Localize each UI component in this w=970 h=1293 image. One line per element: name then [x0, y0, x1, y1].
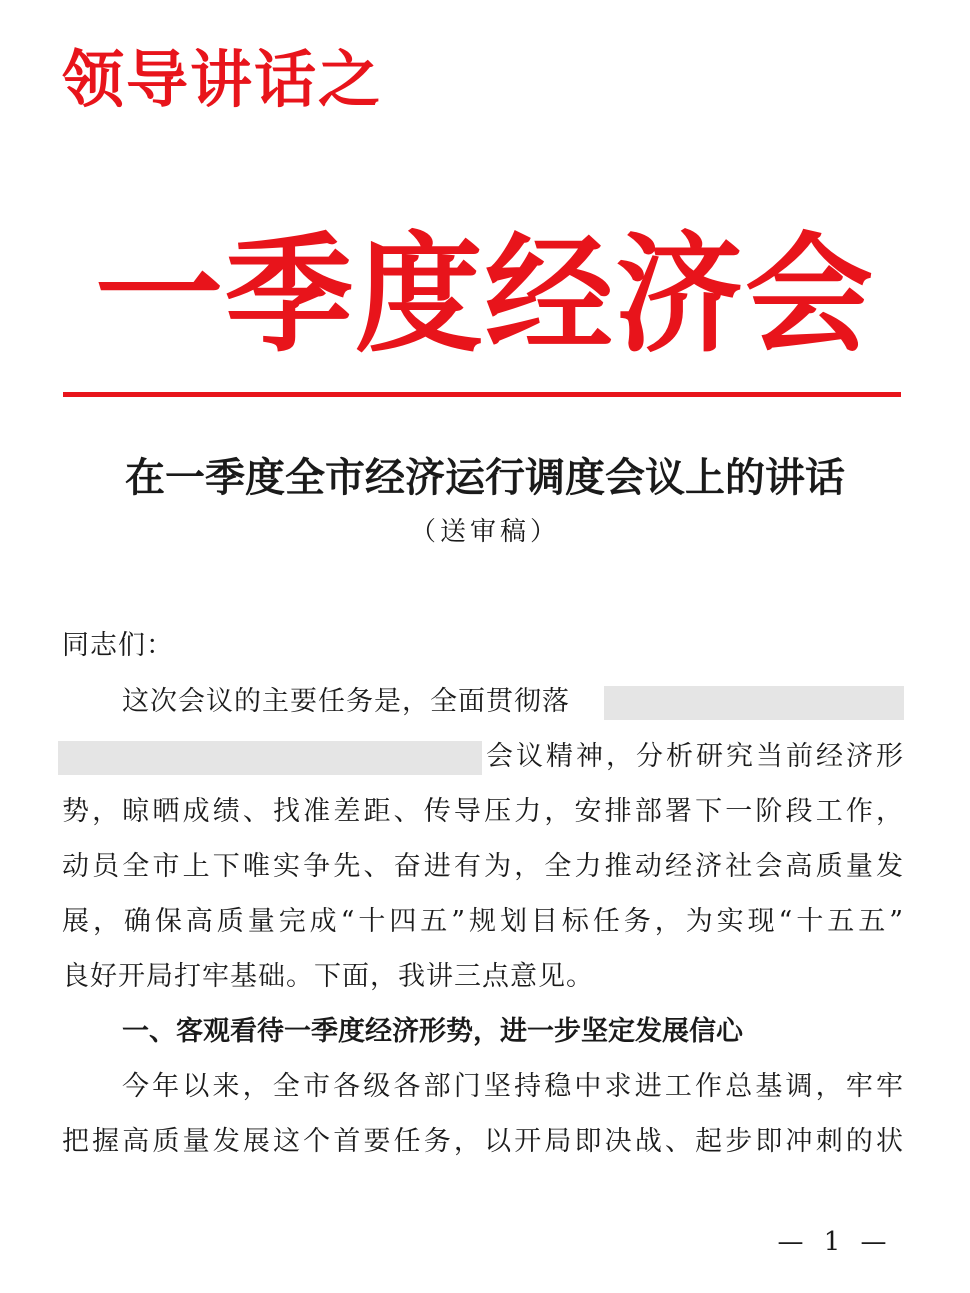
- section1-heading: 一、客观看待一季度经济形势，进一步坚定发展信心: [122, 1016, 743, 1047]
- paragraph2-line2: 把握高质量发展这个首要任务，以开局即决战、起步即冲刺的状: [62, 1126, 904, 1157]
- paragraph2-line1: 今年以来，全市各级各部门坚持稳中求进工作总基调，牢牢: [122, 1071, 904, 1102]
- paragraph1-line4: 动员全市上下唯实争先、奋进有为，全力推动经济社会高质量发: [62, 851, 904, 882]
- paragraph1-line6: 良好开局打牢基础。下面，我讲三点意见。: [62, 961, 594, 992]
- paragraph1-line5: 展，确保高质量完成“十四五”规划目标任务，为实现“十五五”: [62, 906, 904, 937]
- page-number: — 1 —: [777, 1227, 893, 1257]
- masthead-title: 一季度经济会: [94, 220, 875, 370]
- speech-title: 在一季度全市经济运行调度会议上的讲话: [125, 454, 845, 501]
- paragraph1-line2: 会议精神，分析研究当前经济形: [486, 741, 904, 772]
- masthead-red-rule: [63, 392, 901, 397]
- draft-note: （送审稿）: [409, 517, 560, 547]
- series-label: 领导讲话之: [62, 43, 383, 116]
- paragraph1-line1: 这次会议的主要任务是，全面贯彻落: [122, 686, 570, 717]
- paragraph1-line3: 势，晾晒成绩、找准差距、传导压力，安排部署下一阶段工作，: [62, 796, 904, 827]
- redaction-block-1: [604, 686, 904, 720]
- redaction-block-2: [58, 741, 482, 775]
- salutation: 同志们：: [62, 630, 174, 661]
